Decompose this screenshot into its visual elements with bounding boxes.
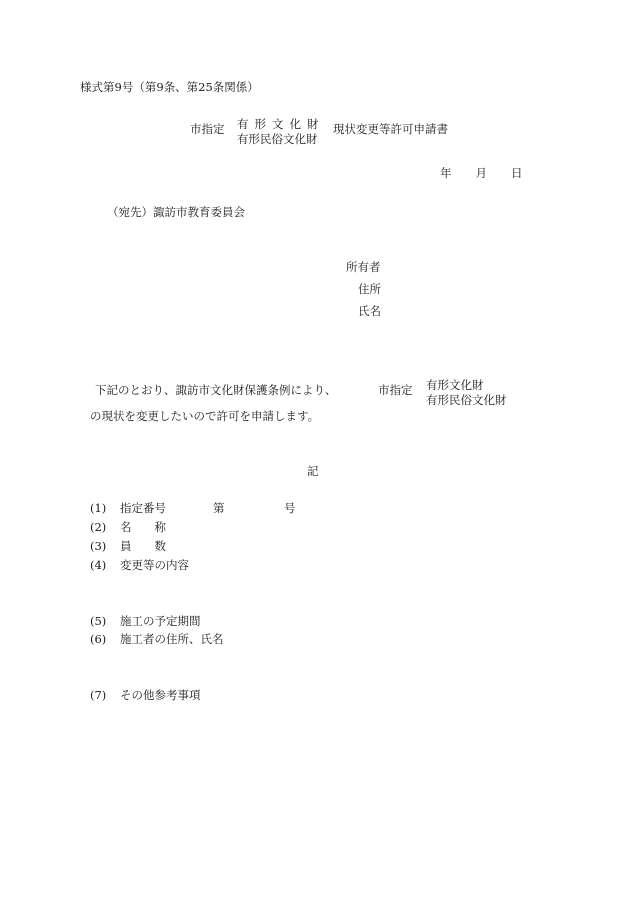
date-year: 年 — [440, 166, 452, 180]
item-label: 員 数 — [120, 539, 166, 553]
item-label: 名 称 — [120, 520, 166, 534]
list-item — [90, 560, 189, 572]
list-item — [90, 541, 166, 553]
list-item — [90, 503, 166, 515]
designation-dai: 第 — [213, 501, 225, 515]
item-number: (6) — [90, 632, 107, 646]
title-suffix: 現状変更等許可申請書 — [333, 122, 448, 136]
item-number: (4) — [90, 558, 107, 572]
name-label: 氏名 — [358, 304, 381, 318]
list-item — [90, 634, 224, 646]
body-options — [426, 378, 507, 408]
form-number: 様式第9号（第9条、第25条関係） — [80, 80, 259, 94]
item-number: (2) — [90, 520, 107, 534]
item-label: その他参考事項 — [120, 688, 201, 702]
item-label: 変更等の内容 — [120, 558, 189, 572]
body-option-tangible-folk-cultural-property: 有形民俗文化財 — [426, 393, 507, 407]
item-label: 施工の予定期間 — [120, 614, 201, 628]
list-item — [90, 690, 201, 702]
addressee: （宛先）諏訪市教育委員会 — [107, 205, 245, 219]
date-day: 日 — [511, 166, 523, 180]
address-label: 住所 — [358, 282, 381, 296]
body-text-line2: の現状を変更したいので許可を申請します。 — [90, 409, 320, 423]
ki-heading: 記 — [307, 464, 319, 478]
title-options — [237, 117, 325, 147]
item-number: (1) — [90, 501, 107, 515]
title-option-tangible-cultural-property: 有形文化財 — [237, 117, 325, 131]
list-item — [90, 522, 166, 534]
body-prefix: 市指定 — [378, 383, 413, 397]
item-label: 指定番号 — [120, 501, 166, 515]
item-label: 施工者の住所、氏名 — [120, 632, 224, 646]
title-prefix: 市指定 — [190, 122, 225, 136]
item-number: (3) — [90, 539, 107, 553]
body-option-tangible-cultural-property: 有形文化財 — [426, 378, 484, 392]
item-number: (5) — [90, 614, 107, 628]
body-text-line1: 下記のとおり、諏訪市文化財保護条例により、 — [95, 383, 337, 397]
owner-label: 所有者 — [346, 260, 381, 274]
date-line — [440, 168, 523, 180]
item-number: (7) — [90, 688, 107, 702]
list-item — [90, 616, 201, 628]
designation-go: 号 — [284, 501, 296, 515]
title-option-tangible-folk-cultural-property: 有形民俗文化財 — [237, 132, 318, 146]
date-month: 月 — [475, 166, 487, 180]
